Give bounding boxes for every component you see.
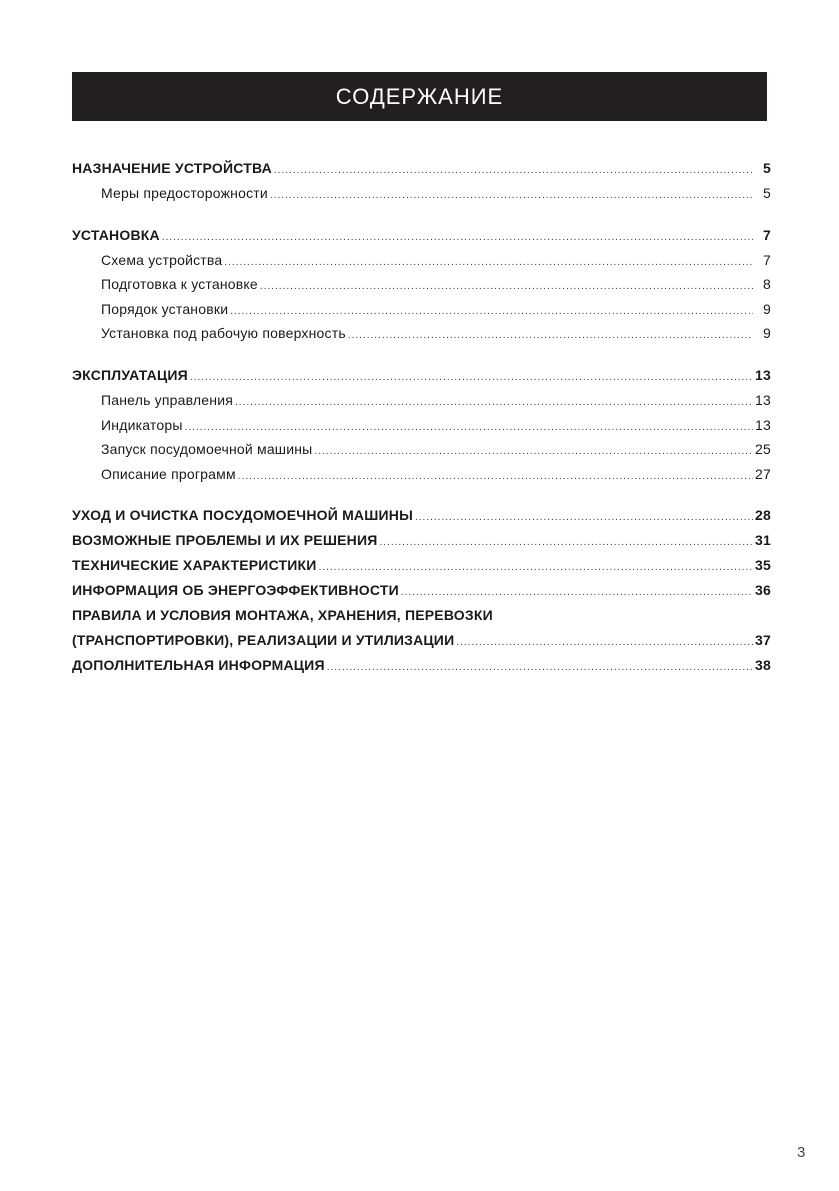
toc-entry-page: 27 [755, 465, 771, 482]
toc-entry-label: ДОПОЛНИТЕЛЬНАЯ ИНФОРМАЦИЯ [72, 657, 325, 674]
toc-dot-leader [401, 587, 753, 598]
toc-dot-leader [456, 637, 753, 648]
toc-dot-leader [230, 306, 753, 317]
toc-section-entry[interactable] [72, 367, 771, 392]
toc-subsection-entry[interactable] [72, 466, 771, 491]
contents-header [72, 72, 767, 121]
toc-entry-page: 5 [763, 185, 771, 201]
toc-section-gap [72, 210, 771, 227]
toc-entry-page: 25 [755, 441, 771, 458]
toc-entry-page: 31 [755, 532, 771, 549]
toc-section-entry[interactable] [72, 632, 771, 657]
toc-entry-label: ИНФОРМАЦИЯ ОБ ЭНЕРГОЭФФЕКТИВНОСТИ [72, 582, 399, 599]
toc-dot-leader [235, 397, 753, 408]
toc-entry-label: Схема устройства [101, 251, 223, 268]
toc-entry-label: ЭКСПЛУАТАЦИЯ [72, 366, 188, 383]
toc-dot-leader [314, 446, 753, 457]
toc-dot-leader [415, 512, 753, 523]
toc-subsection-entry[interactable] [72, 252, 771, 277]
toc-dot-leader [190, 372, 753, 383]
toc-entry-page: 37 [755, 632, 771, 649]
toc-entry-label: Панель управления [101, 391, 234, 408]
toc-dot-leader [348, 330, 753, 341]
toc-entry-label: Индикаторы [101, 416, 183, 433]
toc-entry-page: 35 [755, 557, 771, 574]
toc-section-entry[interactable] [72, 532, 771, 557]
toc-subsection-entry[interactable] [72, 417, 771, 442]
toc-entry-page: 13 [755, 391, 771, 408]
toc-entry-label: УСТАНОВКА [72, 226, 160, 243]
toc-entry-label: Порядок установки [101, 300, 229, 317]
toc-entry-label: Подготовка к установке [101, 276, 258, 293]
toc-subsection-entry[interactable] [72, 441, 771, 466]
toc-entry-label: Запуск посудомоечной машины [101, 441, 313, 458]
toc-dot-leader [270, 190, 753, 201]
toc-dot-leader [224, 257, 753, 268]
toc-section-entry[interactable] [72, 557, 771, 582]
toc-section-gap [72, 490, 771, 507]
toc-entry-page: 28 [755, 507, 771, 524]
toc-entry-label: (ТРАНСПОРТИРОВКИ), РЕАЛИЗАЦИИ И УТИЛИЗАЦИИ [72, 632, 455, 649]
toc-dot-leader [327, 662, 753, 673]
toc-section-entry[interactable] [72, 657, 771, 682]
toc-dot-leader [238, 471, 753, 482]
toc-entry-label: Меры предосторожности [101, 185, 268, 201]
toc-entry-page: 36 [755, 582, 771, 599]
toc-entry-page: 9 [763, 325, 771, 342]
toc-entry-label: УХОД И ОЧИСТКА ПОСУДОМОЕЧНОЙ МАШИНЫ [72, 507, 413, 524]
toc-section-gap [72, 350, 771, 367]
toc-section-entry[interactable] [72, 160, 771, 185]
toc-dot-leader [274, 165, 753, 176]
toc-entry-label: ПРАВИЛА И УСЛОВИЯ МОНТАЖА, ХРАНЕНИЯ, ПЕРЕВОЗКИ [72, 607, 493, 624]
toc-subsection-entry[interactable] [72, 185, 771, 210]
toc-entry-page: 13 [755, 416, 771, 433]
toc-entry-page: 5 [763, 160, 771, 176]
toc-entry-page: 9 [763, 300, 771, 317]
toc-entry-label: Описание программ [101, 465, 236, 482]
toc-dot-leader [379, 537, 753, 548]
toc-section-entry[interactable] [72, 227, 771, 252]
toc-dot-leader [260, 281, 753, 292]
toc-subsection-entry[interactable] [72, 276, 771, 301]
toc-entry-label: Установка под рабочую поверхность [101, 325, 346, 342]
contents-title: СОДЕРЖАНИЕ [335, 83, 504, 109]
toc-entry-label: ТЕХНИЧЕСКИЕ ХАРАКТЕРИСТИКИ [72, 557, 317, 574]
toc-entry-label: ВОЗМОЖНЫЕ ПРОБЛЕМЫ И ИХ РЕШЕНИЯ [72, 532, 378, 549]
toc-subsection-entry[interactable] [72, 325, 771, 350]
toc-entry-page: 38 [755, 657, 771, 674]
toc-entry-page: 8 [763, 276, 771, 293]
toc-entry-page: 13 [755, 366, 771, 383]
page-number: 3 [797, 1144, 806, 1161]
toc-subsection-entry[interactable] [72, 301, 771, 326]
toc-section-entry[interactable] [72, 607, 771, 632]
toc-subsection-entry[interactable] [72, 392, 771, 417]
toc-dot-leader [319, 562, 753, 573]
toc-entry-page: 7 [763, 251, 771, 268]
toc-entry-label: НАЗНАЧЕНИЕ УСТРОЙСТВА [72, 160, 272, 176]
table-of-contents [72, 160, 771, 682]
toc-dot-leader [185, 422, 753, 433]
toc-section-entry[interactable] [72, 582, 771, 607]
toc-entry-page: 7 [763, 226, 771, 243]
toc-section-entry[interactable] [72, 507, 771, 532]
toc-dot-leader [162, 232, 753, 243]
